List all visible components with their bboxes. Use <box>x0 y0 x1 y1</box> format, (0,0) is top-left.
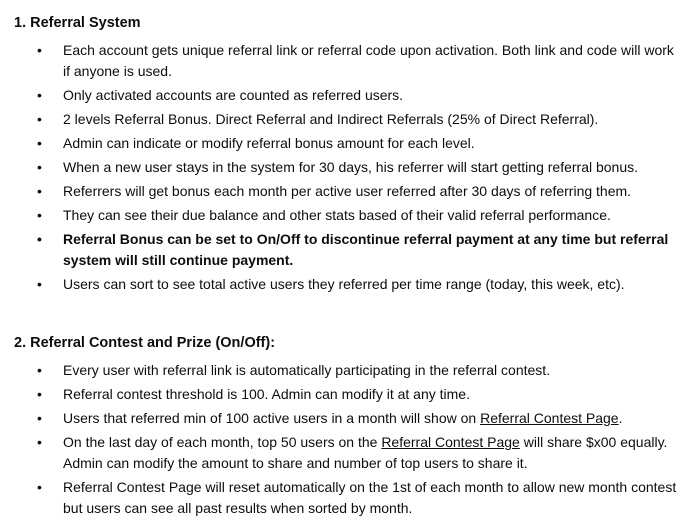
bullet-item <box>14 181 683 202</box>
bullet-item <box>14 157 683 178</box>
bullet-icon: • <box>37 410 42 426</box>
text-segment: Referral Bonus can be set to On/Off to discontinue referral payment at any time but referral system will still continue payment. <box>63 231 669 268</box>
bullet-list <box>14 360 683 519</box>
bullet-icon: • <box>37 111 42 127</box>
bullet-item <box>14 384 683 405</box>
bullet-item <box>14 85 683 106</box>
bullet-text <box>63 87 403 103</box>
bullet-icon: • <box>37 479 42 495</box>
bullet-text <box>63 111 598 127</box>
bullet-item <box>14 109 683 130</box>
bullet-text <box>63 362 550 378</box>
section-heading: 1. Referral System <box>14 15 141 31</box>
bullet-icon: • <box>37 362 42 378</box>
bullet-text <box>63 276 625 292</box>
document-section-2 <box>14 333 683 519</box>
bullet-list <box>14 40 683 295</box>
underlined-text: Referral Contest Page <box>480 410 619 426</box>
text-segment: . <box>618 410 623 426</box>
text-segment: Users that referred min of 100 active users in a month will show on <box>63 410 481 426</box>
bullet-text <box>63 386 470 402</box>
text-segment: Only activated accounts are counted as referred users. <box>63 87 404 103</box>
bullet-text <box>63 135 475 151</box>
bullet-icon: • <box>37 276 42 292</box>
bullet-text <box>63 479 676 516</box>
document-section-1 <box>14 13 683 295</box>
bullet-icon: • <box>37 386 42 402</box>
text-segment: will share $x00 equally. Admin can modify the amount to share and number of top users to share it. <box>63 434 668 471</box>
bullet-text <box>63 42 674 79</box>
text-segment: 2 levels Referral Bonus. Direct Referral and Indirect Referrals (25% of Direct Referral). <box>63 111 599 127</box>
bullet-text <box>63 159 638 175</box>
text-segment: They can see their due balance and other stats based of their valid referral performance. <box>63 207 611 223</box>
bullet-icon: • <box>37 42 42 58</box>
bullet-item <box>14 133 683 154</box>
text-segment: Referrers will get bonus each month per active user referred after 30 days of referring them. <box>63 183 632 199</box>
bullet-text <box>63 434 667 471</box>
document-body <box>14 13 683 519</box>
text-segment: Every user with referral link is automatically participating in the referral contest. <box>63 362 551 378</box>
bullet-item <box>14 477 683 519</box>
bullet-item <box>14 274 683 295</box>
bullet-item <box>14 205 683 226</box>
text-segment: Admin can indicate or modify referral bonus amount for each level. <box>63 135 475 151</box>
bullet-icon: • <box>37 183 42 199</box>
bullet-text <box>63 410 623 426</box>
text-segment: On the last day of each month, top 50 users on the <box>63 434 382 450</box>
text-segment: Referral contest threshold is 100. Admin can modify it at any time. <box>63 386 470 402</box>
text-segment: Each account gets unique referral link or referral code upon activation. Both link and code will work if anyone is used. <box>63 42 674 79</box>
bullet-text <box>63 231 668 268</box>
bullet-icon: • <box>37 159 42 175</box>
bullet-text <box>63 207 611 223</box>
bullet-icon: • <box>37 231 42 247</box>
bullet-icon: • <box>37 434 42 450</box>
bullet-item <box>14 408 683 429</box>
bullet-icon: • <box>37 87 42 103</box>
bullet-item <box>14 229 683 271</box>
text-segment: Users can sort to see total active users they referred per time range (today, this week, etc). <box>63 276 625 292</box>
section-heading: 2. Referral Contest and Prize (On/Off): <box>14 335 276 351</box>
bullet-item <box>14 432 683 474</box>
bullet-item <box>14 40 683 82</box>
text-segment: When a new user stays in the system for 30 days, his referrer will start getting referral bonus. <box>63 159 639 175</box>
underlined-text: Referral Contest Page <box>381 434 520 450</box>
bullet-text <box>63 183 631 199</box>
text-segment: Referral Contest Page will reset automatically on the 1st of each month to allow new month contest but users can see all past results when sorted by month. <box>63 479 677 516</box>
bullet-icon: • <box>37 135 42 151</box>
bullet-icon: • <box>37 207 42 223</box>
bullet-item <box>14 360 683 381</box>
